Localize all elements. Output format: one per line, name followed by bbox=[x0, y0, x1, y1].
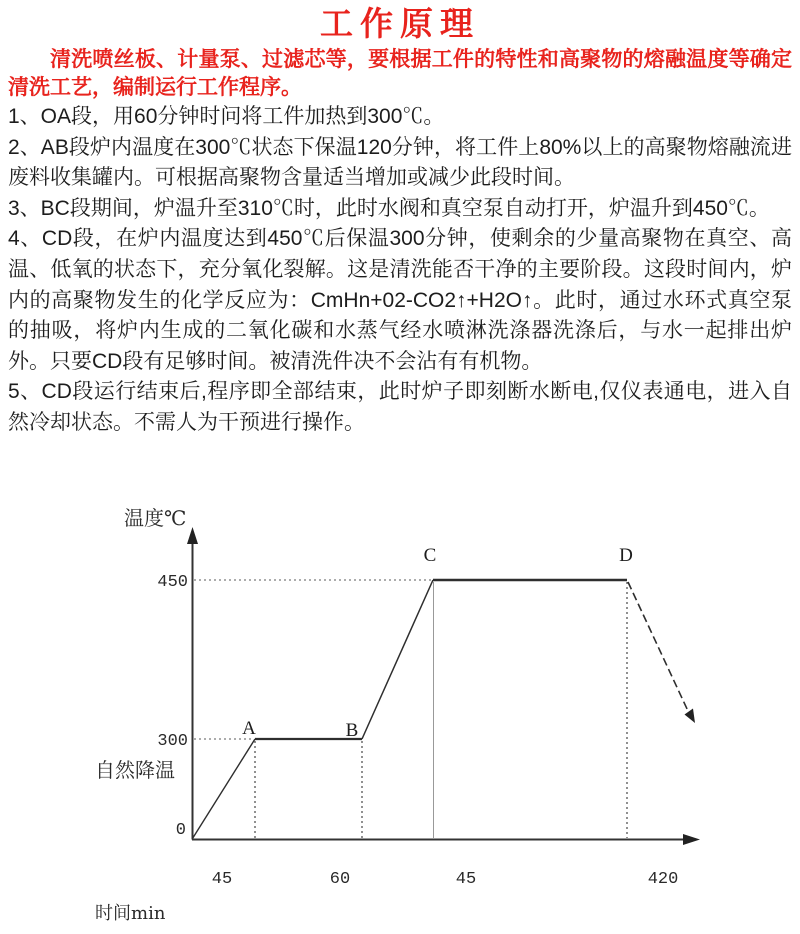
x-label-oa: 45 bbox=[211, 870, 233, 889]
paragraph-ab: 2、AB段炉内温度在300℃状态下保温120分钟，将工件上80%以上的高聚物熔融流进废料收集罐内。可根据高聚物含量适当增加或减少此段时间。 bbox=[8, 135, 792, 190]
point-label-c: C bbox=[423, 545, 437, 566]
x-axis-title: 时间min bbox=[95, 903, 166, 924]
y-tick-0: 0 bbox=[175, 821, 186, 840]
x-axis-arrow-icon bbox=[683, 834, 700, 845]
x-label-cd: 45 bbox=[455, 870, 477, 889]
paragraph-bc: 3、BC段期间，炉温升至310℃时，此时水阀和真空泵自动打开，炉温升到450℃。 bbox=[8, 196, 770, 220]
paragraph-end: 5、CD段运行结束后,程序即全部结束，此时炉子即刻断水断电,仅仪表通电，进入自然冷却状态。不需人为干预进行操作。 bbox=[8, 380, 792, 434]
temperature-time-chart bbox=[0, 498, 800, 934]
segment-bc bbox=[362, 580, 433, 739]
cooling-annotation: 自然降温 bbox=[95, 758, 175, 782]
segment-cooling bbox=[628, 582, 688, 711]
segment-oa bbox=[193, 739, 256, 839]
y-tick-300: 300 bbox=[157, 732, 188, 751]
y-axis-arrow-icon bbox=[187, 527, 198, 544]
x-label-ab: 60 bbox=[329, 870, 351, 889]
point-label-d: D bbox=[619, 545, 633, 566]
point-label-a: A bbox=[242, 718, 256, 739]
y-axis-title: 温度℃ bbox=[124, 506, 187, 530]
page-title: 工作原理 bbox=[320, 5, 480, 42]
point-label-b: B bbox=[345, 720, 359, 741]
document-body bbox=[0, 2, 800, 439]
y-tick-450: 450 bbox=[157, 573, 188, 592]
paragraph-cd: 4、CD段，在炉内温度达到450℃后保温300分钟，使剩余的少量高聚物在真空、高温、低氧的状态下，充分氧化裂解。这是清洗能否干净的主要阶段。这段时间内，炉内的高聚物发生的化学反应为：CmHn+02-CO2↑+H2O↑。此时，通过水环式真空泵的抽吸，将炉内生成的二氧化碳和水蒸气经水喷淋洗涤器洗涤后，与水一起排出炉外。只要CD段有足够时间。被清洗件决不会沾有有机物。 bbox=[8, 227, 792, 373]
x-label-cooling: 420 bbox=[647, 870, 679, 889]
intro-paragraph: 清洗喷丝板、计量泵、过滤芯等，要根据工件的特性和高聚物的熔融温度等确定清洗工艺，编制运行工作程序。 bbox=[8, 48, 792, 99]
cooling-arrow-icon bbox=[685, 709, 696, 724]
paragraph-oa: 1、OA段，用60分钟时问将工件加热到300℃。 bbox=[8, 105, 445, 128]
chart-svg bbox=[0, 498, 800, 934]
